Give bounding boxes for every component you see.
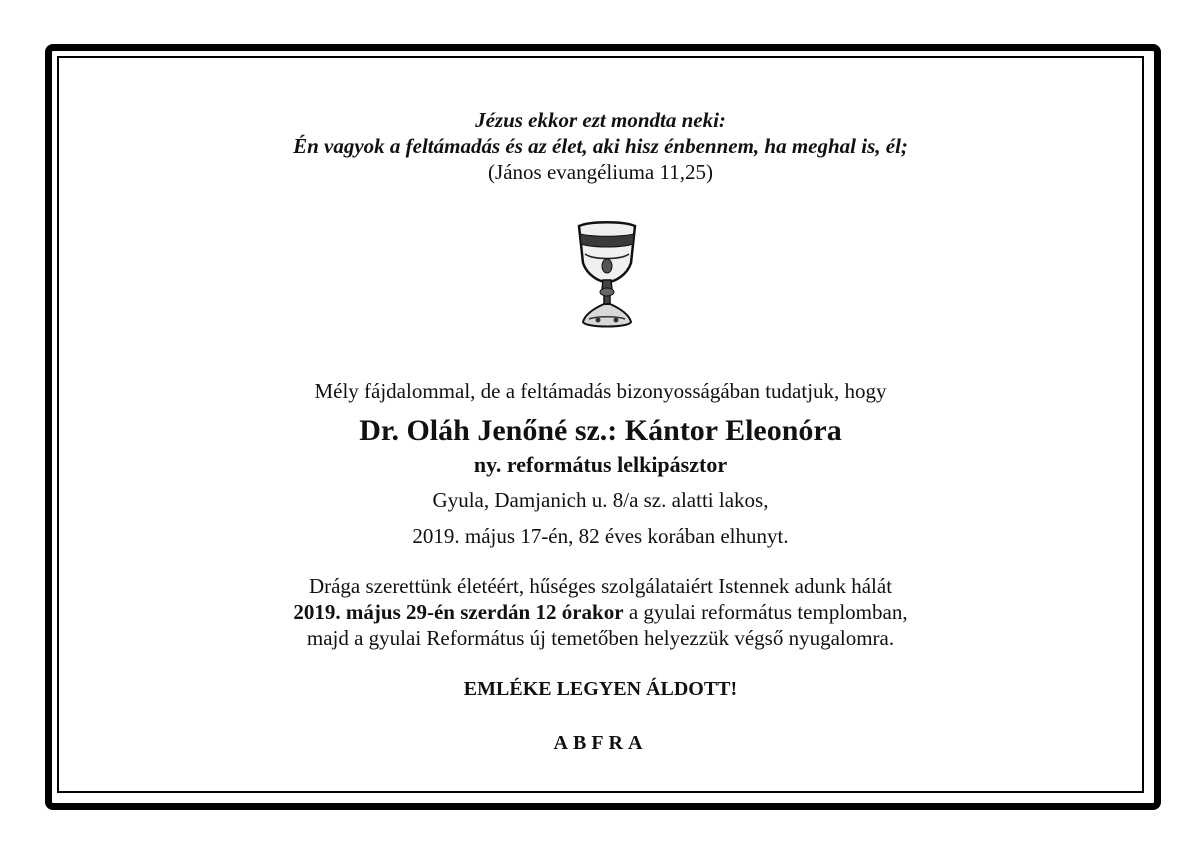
- blessing-text: EMLÉKE LEGYEN ÁLDOTT!: [463, 678, 738, 700]
- death-details: 2019. május 17-én, 82 éves korában elhunyt.: [412, 524, 789, 548]
- verse-line-2: Én vagyok a feltámadás és az élet, aki hisz énbennem, ha meghal is, él;: [293, 134, 908, 158]
- intro-text: Mély fájdalommal, de a feltámadás bizonyosságában tudatjuk, hogy: [314, 379, 887, 403]
- deceased-title: ny. református lelkipásztor: [473, 452, 728, 477]
- funeral-datetime: 2019. május 29-én szerdán 12 órakor: [293, 600, 624, 624]
- deceased-name: Dr. Oláh Jenőné sz.: Kántor Eleonóra: [359, 414, 842, 447]
- chalice-icon: [573, 220, 641, 330]
- chalice-rim-band: [580, 234, 634, 247]
- chalice-base: [583, 304, 631, 327]
- funeral-location: a gyulai református templomban,: [623, 600, 908, 624]
- funeral-line-2: [57, 600, 1144, 625]
- verse-line-1: Jézus ekkor ezt mondta neki:: [475, 108, 726, 132]
- funeral-line-3: majd a gyulai Református új temetőben helyezzük végső nyugalomra.: [306, 626, 895, 650]
- deceased-address: Gyula, Damjanich u. 8/a sz. alatti lakos,: [432, 488, 769, 512]
- verse-reference: (János evangéliuma 11,25): [488, 160, 713, 184]
- funeral-line-1: Drága szerettünk életéért, hűséges szolgálataiért Istennek adunk hálát: [308, 574, 893, 598]
- signature-text: ABFRA: [553, 732, 648, 754]
